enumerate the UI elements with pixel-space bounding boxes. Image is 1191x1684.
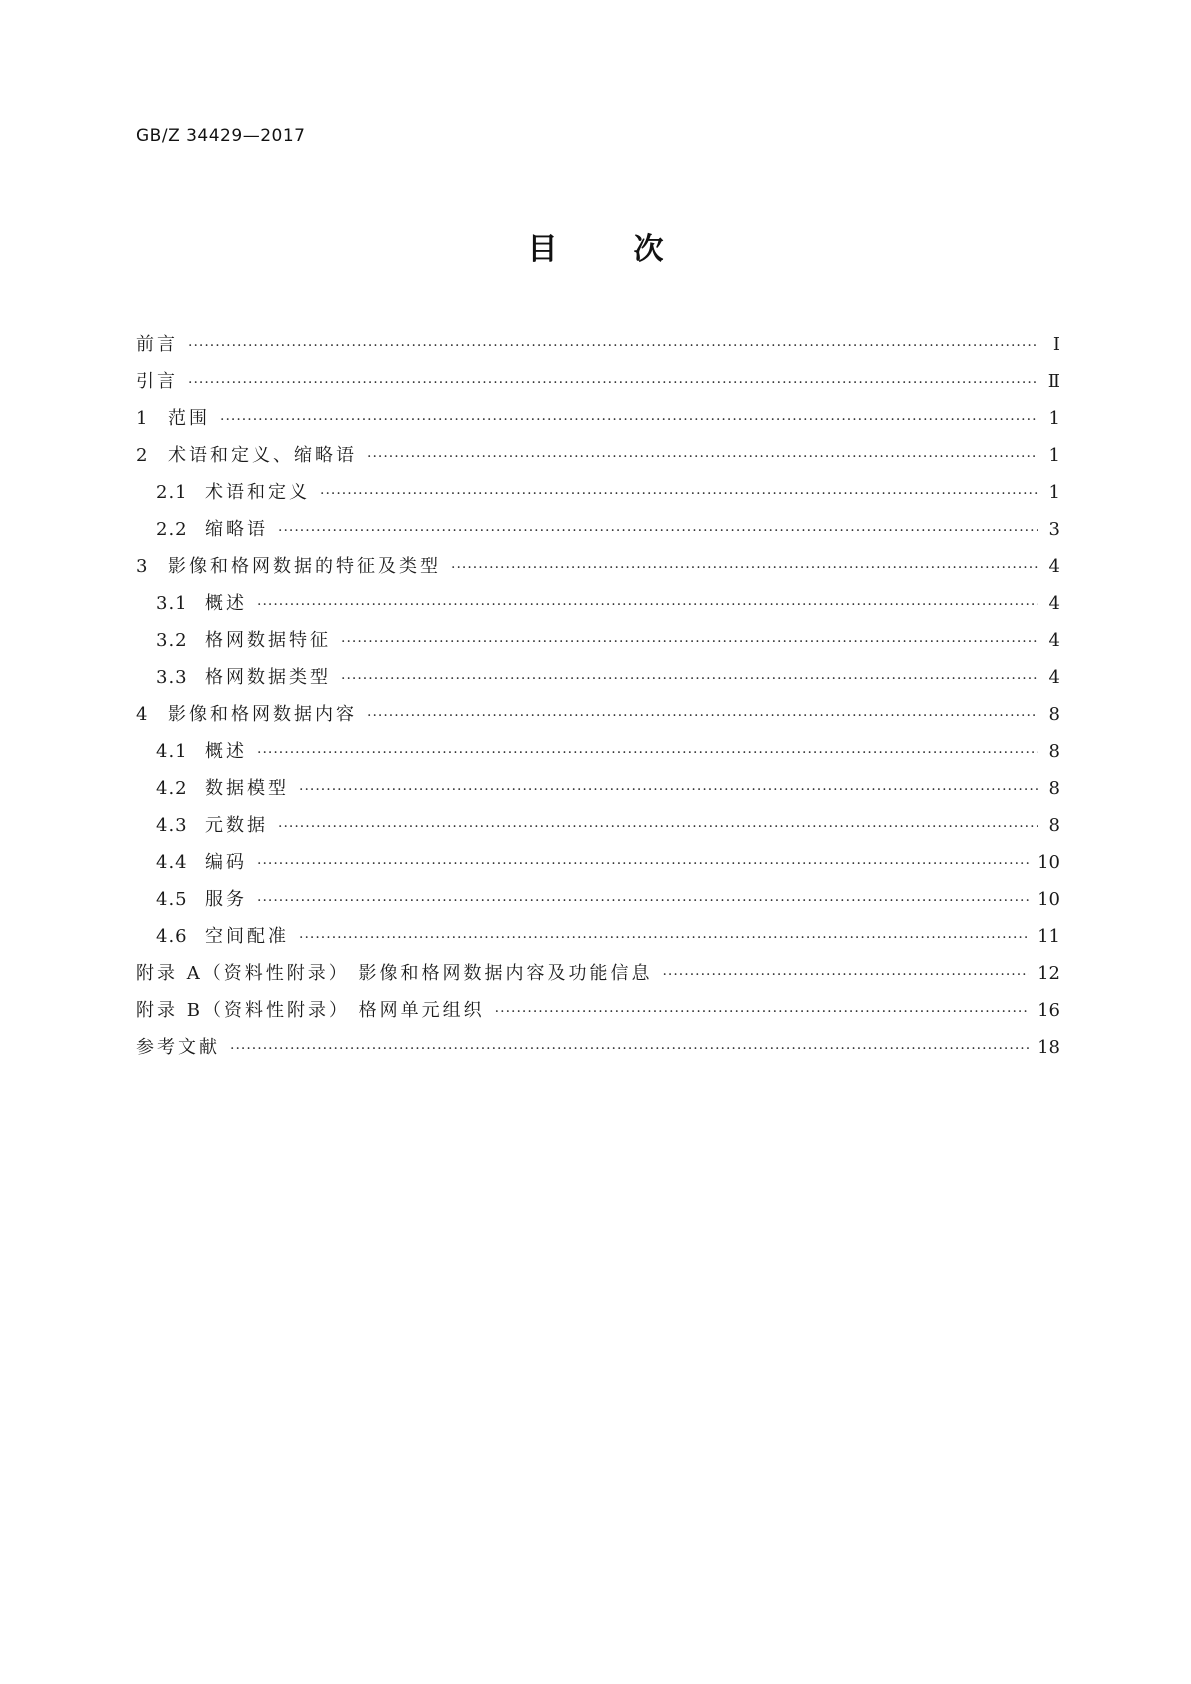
toc-entry-number: 3.2	[156, 630, 188, 651]
toc-entry[interactable]	[136, 400, 1060, 437]
table-of-contents	[136, 326, 1060, 1066]
toc-entry-label: 格网数据类型	[205, 667, 331, 688]
toc-entry-page: 18	[1037, 1037, 1060, 1058]
toc-entry-page: Ⅰ	[1052, 334, 1060, 355]
toc-entry-number: 2.1	[156, 482, 188, 503]
toc-entry-label: 概述	[205, 593, 247, 614]
toc-entry[interactable]	[136, 807, 1060, 844]
dot-leader	[257, 585, 1038, 624]
dot-leader	[367, 696, 1038, 735]
dot-leader	[451, 548, 1038, 587]
toc-entry-number: 4	[136, 704, 149, 725]
toc-entry[interactable]	[136, 696, 1060, 733]
toc-entry[interactable]	[136, 363, 1060, 400]
toc-entry-label: 前言	[136, 334, 178, 355]
toc-entry[interactable]	[136, 770, 1060, 807]
toc-entry-label: 参考文献	[136, 1037, 220, 1058]
dot-leader	[278, 807, 1038, 846]
toc-entry[interactable]	[136, 992, 1060, 1029]
page-title: 目次	[527, 232, 740, 267]
toc-entry-page: 8	[1048, 778, 1060, 799]
toc-entry-page: 3	[1048, 519, 1060, 540]
toc-entry[interactable]	[136, 474, 1060, 511]
dot-leader	[320, 474, 1038, 513]
dot-leader	[278, 511, 1038, 550]
toc-entry-page: 11	[1037, 926, 1060, 947]
toc-entry-number: 2.2	[156, 519, 188, 540]
toc-entry-page: 4	[1048, 593, 1060, 614]
toc-entry-label: 影像和格网数据内容	[168, 704, 357, 725]
toc-entry-number: 2	[136, 445, 149, 466]
toc-entry-page: 8	[1048, 815, 1060, 836]
toc-entry-label: 影像和格网数据的特征及类型	[168, 556, 441, 577]
toc-entry-label: 概述	[205, 741, 247, 762]
toc-entry-number: 4.5	[156, 889, 188, 910]
toc-entry-label: 范围	[168, 408, 210, 429]
toc-entry[interactable]	[136, 1029, 1060, 1066]
toc-entry-label: 格网数据特征	[205, 630, 331, 651]
toc-entry-label: 数据模型	[205, 778, 289, 799]
dot-leader	[230, 1029, 1029, 1068]
toc-entry-number: 3.1	[156, 593, 188, 614]
toc-entry[interactable]	[136, 326, 1060, 363]
toc-entry[interactable]	[136, 955, 1060, 992]
toc-entry-label: 缩略语	[205, 519, 268, 540]
toc-entry[interactable]	[136, 548, 1060, 585]
toc-entry[interactable]	[136, 585, 1060, 622]
dot-leader	[257, 844, 1029, 883]
toc-entry[interactable]	[136, 733, 1060, 770]
toc-entry-number: 4.1	[156, 741, 188, 762]
toc-entry-page: 1	[1048, 482, 1060, 503]
dot-leader	[662, 955, 1029, 994]
toc-entry[interactable]	[136, 918, 1060, 955]
toc-entry[interactable]	[136, 844, 1060, 881]
dot-leader	[341, 659, 1038, 698]
toc-entry-number: 3.3	[156, 667, 188, 688]
toc-entry-label: 附录 A（资料性附录） 影像和格网数据内容及功能信息	[136, 963, 653, 984]
dot-leader	[341, 622, 1038, 661]
toc-entry-number: 4.2	[156, 778, 188, 799]
toc-entry-label: 空间配准	[205, 926, 289, 947]
toc-entry-page: 16	[1037, 1000, 1060, 1021]
dot-leader	[257, 733, 1038, 772]
toc-entry[interactable]	[136, 622, 1060, 659]
toc-entry-label: 附录 B（资料性附录） 格网单元组织	[136, 1000, 485, 1021]
document-id: GB/Z 34429—2017	[136, 126, 306, 146]
toc-entry-page: 8	[1048, 741, 1060, 762]
dot-leader	[188, 326, 1038, 365]
toc-entry-label: 术语和定义	[205, 482, 310, 503]
toc-entry-label: 元数据	[205, 815, 268, 836]
toc-entry-number: 4.4	[156, 852, 188, 873]
toc-entry-page: 12	[1037, 963, 1060, 984]
toc-entry-number: 1	[136, 408, 149, 429]
dot-leader	[495, 992, 1029, 1031]
dot-leader	[367, 437, 1038, 476]
dot-leader	[220, 400, 1038, 439]
dot-leader	[299, 770, 1038, 809]
toc-entry-page: 1	[1048, 408, 1060, 429]
toc-entry[interactable]	[136, 511, 1060, 548]
toc-entry-label: 引言	[136, 371, 178, 392]
toc-entry[interactable]	[136, 437, 1060, 474]
toc-entry-number: 3	[136, 556, 149, 577]
dot-leader	[188, 363, 1038, 402]
toc-entry-page: 4	[1048, 667, 1060, 688]
toc-entry[interactable]	[136, 881, 1060, 918]
toc-entry-page: 10	[1037, 889, 1060, 910]
toc-entry-page: 4	[1048, 556, 1060, 577]
toc-entry-page: 8	[1048, 704, 1060, 725]
toc-entry-page: 1	[1048, 445, 1060, 466]
toc-entry-number: 4.6	[156, 926, 188, 947]
toc-entry-page: 4	[1048, 630, 1060, 651]
toc-entry[interactable]	[136, 659, 1060, 696]
dot-leader	[299, 918, 1029, 957]
dot-leader	[257, 881, 1029, 920]
toc-entry-label: 编码	[205, 852, 247, 873]
toc-entry-page: Ⅱ	[1047, 371, 1060, 392]
toc-entry-number: 4.3	[156, 815, 188, 836]
toc-entry-page: 10	[1037, 852, 1060, 873]
toc-entry-label: 术语和定义、缩略语	[168, 445, 357, 466]
toc-entry-label: 服务	[205, 889, 247, 910]
